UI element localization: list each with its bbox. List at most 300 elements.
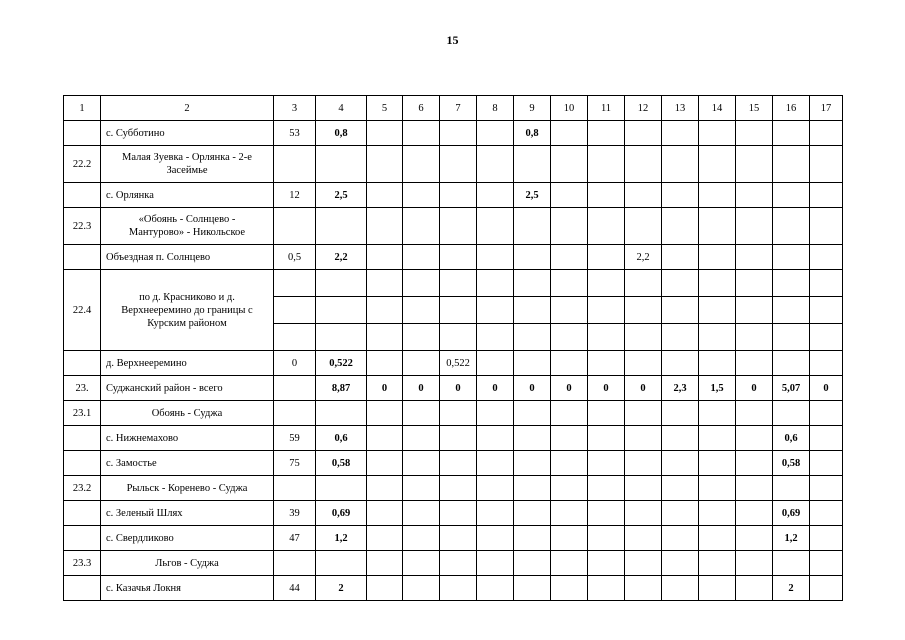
road-data-table [63,95,843,601]
table-cell [773,551,810,576]
table-cell [367,270,403,297]
table-cell [662,146,699,183]
table-cell [662,501,699,526]
table-cell [699,121,736,146]
table-cell [403,245,440,270]
table-cell [736,297,773,324]
table-cell [514,297,551,324]
table-cell [810,576,843,601]
table-cell [588,297,625,324]
road-name: с. Орлянка [101,183,274,208]
table-cell: 39 [274,501,316,526]
table-cell [810,526,843,551]
table-cell [662,324,699,351]
table-cell: 0 [551,376,588,401]
table-cell [551,208,588,245]
table-cell [274,324,316,351]
table-cell [367,551,403,576]
table-cell [551,576,588,601]
table-cell [477,297,514,324]
row-number [64,576,101,601]
table-cell [810,297,843,324]
column-header: 3 [274,96,316,121]
table-cell [316,551,367,576]
table-cell [625,351,662,376]
column-header: 4 [316,96,367,121]
table-cell [736,501,773,526]
table-cell: 0,8 [316,121,367,146]
table-cell [699,245,736,270]
table-cell [514,270,551,297]
road-name: по д. Красниково и д. Верхнееремино до границы с Курским районом [101,270,274,351]
row-number: 22.4 [64,270,101,351]
table-cell [736,351,773,376]
table-cell: 2,2 [316,245,367,270]
table-cell [773,401,810,426]
table-cell: 44 [274,576,316,601]
section-row [64,476,843,501]
page-number: 15 [446,33,459,47]
table-cell: 0,58 [316,451,367,476]
table-cell [625,426,662,451]
table-cell [699,324,736,351]
table-cell [662,426,699,451]
table-cell [514,401,551,426]
table-cell: 0 [514,376,551,401]
table-cell [662,551,699,576]
table-cell [662,121,699,146]
table-cell [810,451,843,476]
table-cell [477,270,514,297]
table-cell [367,476,403,501]
table-row [64,183,843,208]
table-cell [588,401,625,426]
table-cell [367,501,403,526]
table-row [64,501,843,526]
table-cell [367,121,403,146]
table-cell [514,146,551,183]
table-cell [625,297,662,324]
table-cell [477,551,514,576]
table-cell [736,526,773,551]
table-cell [625,183,662,208]
table-cell [403,501,440,526]
table-cell [274,270,316,297]
column-header: 2 [101,96,274,121]
table-cell [551,351,588,376]
table-cell [477,245,514,270]
table-cell [440,208,477,245]
table-cell [274,401,316,426]
table-cell [403,476,440,501]
column-header: 16 [773,96,810,121]
table-cell [810,476,843,501]
table-cell [440,183,477,208]
table-cell [625,401,662,426]
table-cell [403,526,440,551]
table-cell [367,146,403,183]
table-cell [367,183,403,208]
table-cell [440,401,477,426]
table-cell [588,245,625,270]
table-cell [477,208,514,245]
table-cell: 0,69 [316,501,367,526]
table-cell: 47 [274,526,316,551]
table-cell: 59 [274,426,316,451]
road-name: Объездная п. Солнцево [101,245,274,270]
table-cell [274,297,316,324]
table-row [64,451,843,476]
row-number [64,183,101,208]
table-cell [440,245,477,270]
table-cell [477,526,514,551]
table-cell [367,426,403,451]
table-cell [588,183,625,208]
table-cell [440,270,477,297]
table-cell [662,351,699,376]
table-cell [773,245,810,270]
table-cell [551,401,588,426]
table-cell [440,121,477,146]
table-cell [551,476,588,501]
table-cell [551,297,588,324]
table-cell [810,351,843,376]
table-cell: 0,6 [316,426,367,451]
table-cell [514,526,551,551]
table-body [64,96,843,601]
table-cell [699,501,736,526]
table-cell [403,426,440,451]
table-cell: 1,2 [773,526,810,551]
table-cell [773,351,810,376]
table-cell [699,208,736,245]
table-cell [403,401,440,426]
table-cell [316,208,367,245]
table-cell [367,208,403,245]
table-cell [403,121,440,146]
table-cell [625,121,662,146]
column-header: 13 [662,96,699,121]
row-number [64,121,101,146]
table-cell: 0,6 [773,426,810,451]
section-row [64,208,843,245]
table-cell [440,476,477,501]
table-cell [367,297,403,324]
table-cell [699,426,736,451]
table-cell: 2,5 [316,183,367,208]
table-cell [316,476,367,501]
table-cell [477,351,514,376]
table-cell [403,451,440,476]
table-row [64,526,843,551]
table-cell: 0 [736,376,773,401]
table-cell: 0,5 [274,245,316,270]
table-cell: 0,58 [773,451,810,476]
table-cell: 0,522 [316,351,367,376]
table-cell [440,426,477,451]
column-header: 1 [64,96,101,121]
table-cell [274,208,316,245]
table-cell [662,270,699,297]
table-cell [514,451,551,476]
table-cell [699,551,736,576]
table-cell [514,551,551,576]
table-cell [477,121,514,146]
row-number [64,526,101,551]
table-cell [736,324,773,351]
table-cell [514,351,551,376]
table-cell [514,245,551,270]
table-cell [551,451,588,476]
road-name: с. Субботино [101,121,274,146]
table-cell [662,208,699,245]
table-cell [699,297,736,324]
table-cell [736,121,773,146]
table-cell [440,526,477,551]
table-cell [736,401,773,426]
table-cell [699,476,736,501]
table-cell: 0 [625,376,662,401]
table-cell [773,183,810,208]
table-cell [477,501,514,526]
table-cell [736,576,773,601]
table-cell: 0,522 [440,351,477,376]
table-cell [736,476,773,501]
table-cell [514,426,551,451]
table-cell [625,146,662,183]
table-cell [625,476,662,501]
table-cell [810,426,843,451]
table-cell [477,401,514,426]
table-cell [403,208,440,245]
table-cell [367,526,403,551]
section-row [64,401,843,426]
table-cell [736,183,773,208]
table-cell [316,270,367,297]
table-cell [403,324,440,351]
table-cell [440,146,477,183]
road-name: «Обоянь - Солнцево - Мантурово» - Никольское [101,208,274,245]
table-cell [625,451,662,476]
table-cell: 2 [773,576,810,601]
road-name: с. Нижнемахово [101,426,274,451]
table-cell [773,146,810,183]
table-cell [477,324,514,351]
table-cell [316,146,367,183]
table-cell [367,451,403,476]
section-row [64,146,843,183]
road-name: Суджанский район - всего [101,376,274,401]
table-cell [514,476,551,501]
table-cell [810,401,843,426]
table-cell [810,146,843,183]
table-cell [588,208,625,245]
table-cell [403,146,440,183]
table-cell: 0,8 [514,121,551,146]
table-row [64,270,843,297]
table-cell [477,426,514,451]
road-name: с. Казачья Локня [101,576,274,601]
table-cell [367,351,403,376]
total-row [64,376,843,401]
table-cell [316,297,367,324]
table-cell [588,501,625,526]
table-cell [773,476,810,501]
table-cell: 0,69 [773,501,810,526]
table-cell [274,551,316,576]
table-cell [773,121,810,146]
column-header: 17 [810,96,843,121]
table-row [64,121,843,146]
table-cell [699,576,736,601]
table-cell [736,270,773,297]
table-cell: 2,2 [625,245,662,270]
table-cell: 12 [274,183,316,208]
table-cell: 2,5 [514,183,551,208]
road-name: Льгов - Суджа [101,551,274,576]
table-cell [662,183,699,208]
table-cell [588,121,625,146]
column-header: 5 [367,96,403,121]
table-cell [367,401,403,426]
table-cell [773,324,810,351]
table-cell [588,270,625,297]
table-cell: 5,07 [773,376,810,401]
table-cell [625,551,662,576]
column-header: 12 [625,96,662,121]
table-cell [588,526,625,551]
column-header: 10 [551,96,588,121]
table-cell [773,297,810,324]
table-cell [588,324,625,351]
table-cell [736,245,773,270]
table-cell [440,324,477,351]
table-cell [699,401,736,426]
table-cell [440,451,477,476]
table-cell [662,476,699,501]
table-cell [367,245,403,270]
table-cell [588,551,625,576]
table-cell [588,576,625,601]
table-cell [403,297,440,324]
row-number [64,501,101,526]
table-cell [477,476,514,501]
table-cell [403,270,440,297]
table-cell [699,526,736,551]
table-cell [316,324,367,351]
table-cell [736,451,773,476]
table-cell [588,451,625,476]
column-header: 15 [736,96,773,121]
table-cell [810,551,843,576]
table-cell [736,146,773,183]
table-cell [588,476,625,501]
table-cell [699,451,736,476]
table-cell [810,245,843,270]
table-cell [662,576,699,601]
table-cell: 0 [274,351,316,376]
table-cell [662,297,699,324]
table-cell [736,551,773,576]
table-cell [662,526,699,551]
table-cell [403,551,440,576]
table-cell [514,576,551,601]
table-cell [274,146,316,183]
table-cell [625,576,662,601]
table-row [64,351,843,376]
table-cell [662,451,699,476]
table-cell [588,426,625,451]
table-cell: 0 [403,376,440,401]
row-number: 23.1 [64,401,101,426]
table-cell [514,324,551,351]
table-cell [477,576,514,601]
table-cell [514,501,551,526]
table-cell [810,270,843,297]
column-header: 9 [514,96,551,121]
table-cell [367,576,403,601]
table-cell [625,501,662,526]
table-cell [810,208,843,245]
column-header: 6 [403,96,440,121]
table-row [64,245,843,270]
table-cell [403,576,440,601]
table-cell [551,324,588,351]
table-cell [736,426,773,451]
table-cell: 0 [367,376,403,401]
table-cell [440,297,477,324]
table-cell [403,183,440,208]
table-cell [625,208,662,245]
table-cell [810,324,843,351]
table-cell [588,351,625,376]
row-number [64,245,101,270]
table-cell [440,551,477,576]
table-cell: 0 [477,376,514,401]
table-cell: 2 [316,576,367,601]
table-row [64,576,843,601]
table-cell [625,324,662,351]
row-number: 22.2 [64,146,101,183]
road-name: д. Верхнееремино [101,351,274,376]
row-number: 23. [64,376,101,401]
column-header: 7 [440,96,477,121]
table-cell: 53 [274,121,316,146]
table-cell: 1,2 [316,526,367,551]
road-name: Обоянь - Суджа [101,401,274,426]
table-cell [551,121,588,146]
table-cell [316,401,367,426]
row-number: 23.3 [64,551,101,576]
column-header: 11 [588,96,625,121]
column-header: 8 [477,96,514,121]
table-cell [810,501,843,526]
table-cell [662,245,699,270]
road-name: с. Зеленый Шлях [101,501,274,526]
table-cell: 8,87 [316,376,367,401]
row-number [64,426,101,451]
table-cell [274,476,316,501]
row-number: 22.3 [64,208,101,245]
table-cell [551,426,588,451]
table-cell [699,270,736,297]
section-row [64,551,843,576]
table-cell [773,208,810,245]
row-number: 23.2 [64,476,101,501]
table-cell [551,501,588,526]
column-header: 14 [699,96,736,121]
table-cell [625,270,662,297]
